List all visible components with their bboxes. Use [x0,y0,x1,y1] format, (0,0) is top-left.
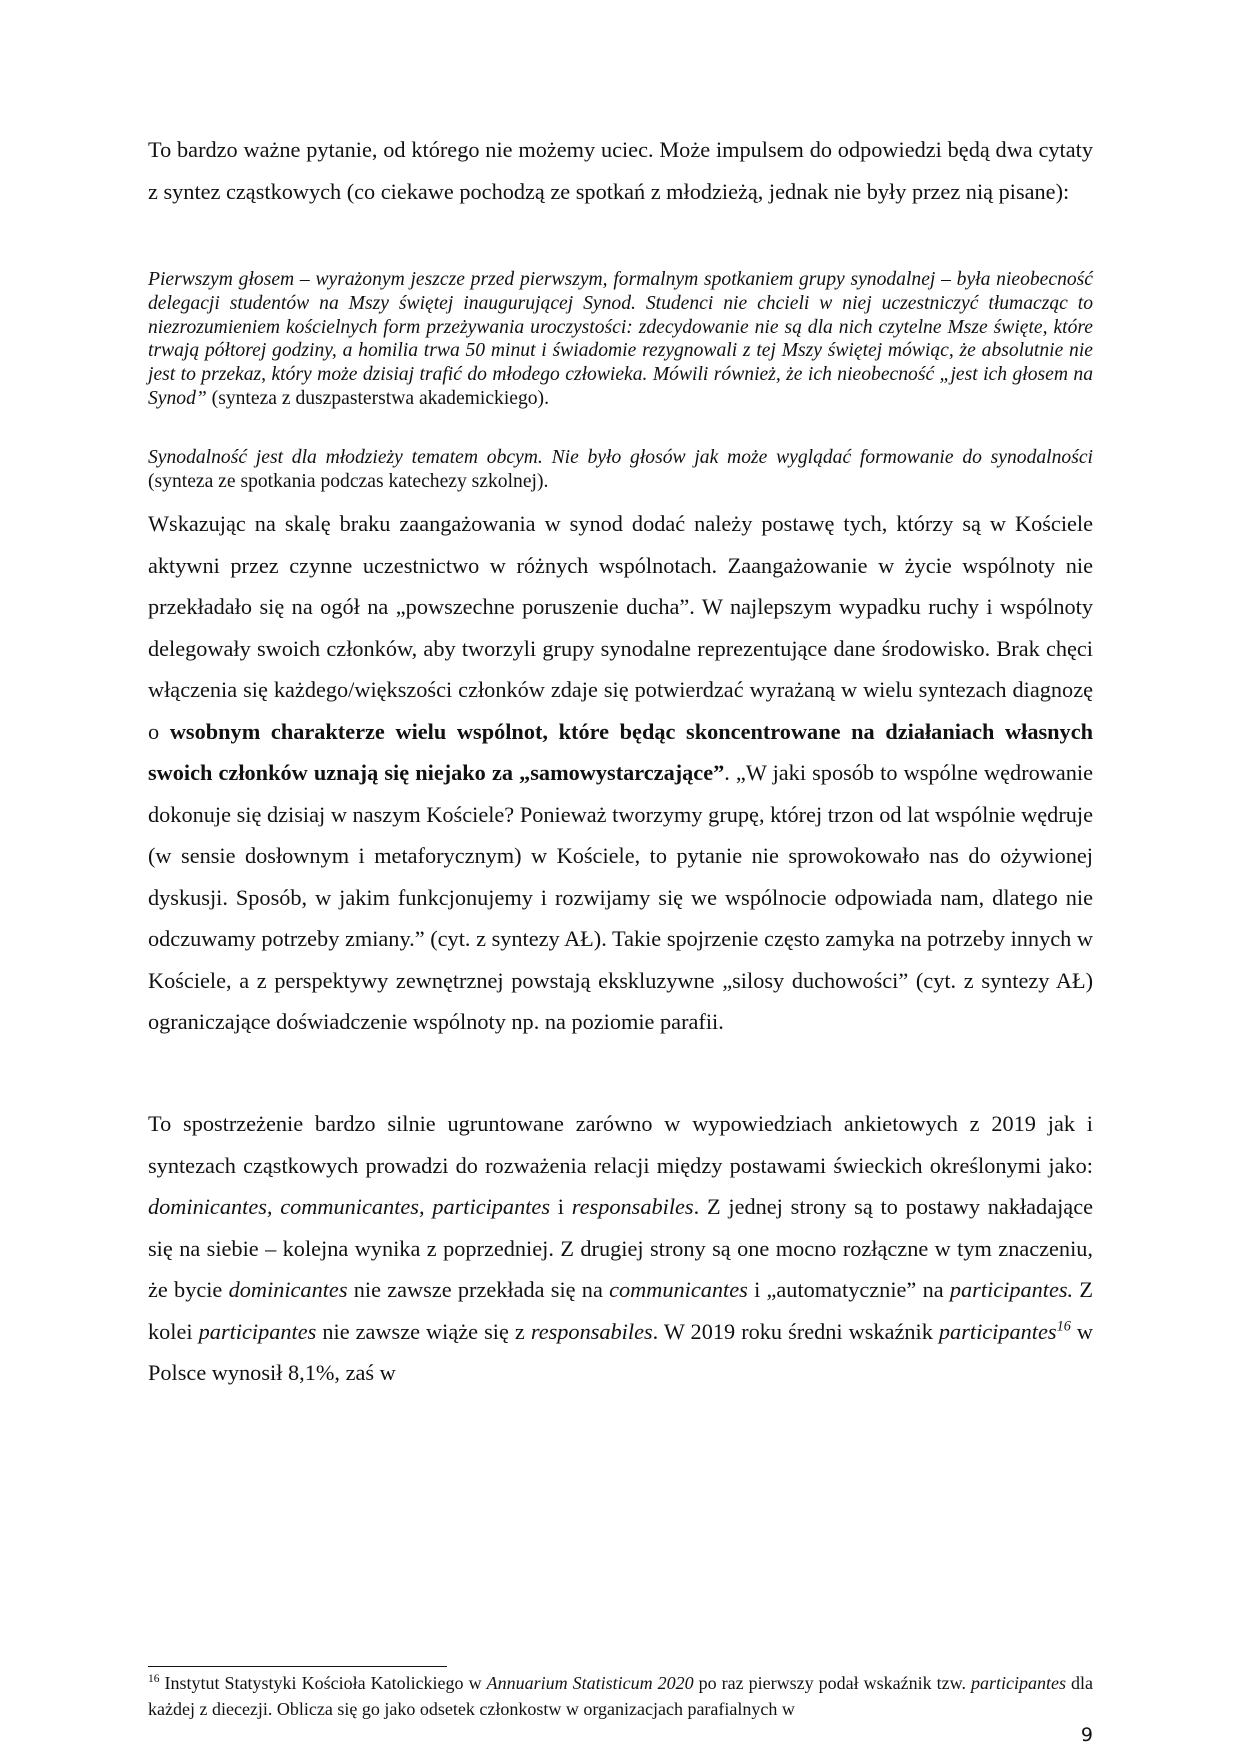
italic-term: participantes [938,1318,1057,1344]
paragraph-intro-text: To bardzo ważne pytanie, od którego nie możemy uciec. Może impulsem do odpowiedzi będą dwa cytaty z syntez cząstkowych (co ciekawe pochodzą ze spotkań z młodzieżą, jednak nie były przez nią pisane): [148,137,1093,204]
italic-term: participantes [198,1318,317,1344]
footnote-16 [148,1670,1093,1722]
quote-students [148,268,1093,411]
text-run: i „automatycznie” na [747,1277,950,1302]
italic-term: dominicantes, communicantes, participantes [148,1194,550,1219]
footnote-text: Instytut Statystyki Kościoła Katolickiego w [159,1673,487,1693]
italic-term: dominicantes [228,1277,348,1302]
italic-term: communicantes [609,1277,748,1302]
footnote-italic-title: Annuarium Statisticum 2020 [486,1673,694,1693]
footnote-number: 16 [148,1673,160,1685]
quote-students-text: Pierwszym głosem – wyrażonym jeszcze przed pierwszym, formalnym spotkaniem grupy synodalnej – była nieobecność delegacji studentów na Mszy świętej inaugurującej Synod. Studenci nie chcieli w niej uczestniczyć tłumacząc to niezrozumieniem kościelnych form przeżywania uroczystości: zdecydowanie nie są dla nich czytelne Msze święte, które trwają półtorej godziny, a homilia trwa 50 minut i świadomie rezygnowali z tej Mszy świętej mówiąc, że absolutnie nie jest to przekaz, który może dzisiaj trafić do młodego człowieka. Mówili również, że ich nieobecność „jest ich głosem na Synod” [148,269,1093,409]
text-run: Z kolei [148,1277,1093,1344]
quote-students-source: (synteza z duszpasterstwa akademickiego). [206,387,549,409]
text-run: To spostrzeżenie bardzo silnie ugruntowane zarówno w wypowiedziach ankietowych z 2019 jak i syntezach cząstkowych prowadzi do rozważenia relacji między postawami świeckich określonymi jako: [148,1111,1093,1178]
footnote-reference[interactable]: 16 [1056,1318,1071,1335]
italic-term: responsabiles [571,1194,694,1219]
italic-term: participantes. [949,1277,1074,1302]
paragraph-engagement-text-2: . „W jaki sposób to wspólne wędrowanie dokonuje się dzisiaj w naszym Kościele? Ponieważ tworzymy grupę, której trzon od lat wspólnie wędruje (w sensie dosłownym i metaforycznym) w Kościele, to pytanie nie sprowokowało nas do ożywionej dyskusji. Sposób, w jakim funkcjonujemy i rozwijamy się we wspólnocie odpowiada nam, dlatego nie odczuwamy potrzeby zmiany.” (cyt. z syntezy AŁ). Takie spojrzenie często zamyka na potrzeby innych w Kościele, a z perspektywy zewnętrznej powstają ekskluzywne „silosy duchowości” (cyt. z syntezy AŁ) ograniczające doświadczenie wspólnoty np. na poziomie parafii. [148,760,1094,1034]
footnote-text: po raz pierwszy podał wskaźnik tzw. [693,1673,971,1693]
paragraph-engagement-bold: wsobnym charakterze wielu wspólnot, które będąc skoncentrowane na działaniach własnych swoich członków uznają się niejako za „samowystarczające” [148,718,1093,785]
text-run: w Polsce wynosił 8,1%, zaś w [148,1318,1093,1385]
footnote-italic-term: participantes [971,1673,1066,1693]
paragraph-engagement [148,503,1093,1043]
quote-youth-source: (synteza ze spotkania podczas katechezy szkolnej). [148,470,549,492]
paragraph-intro [148,129,1093,212]
text-run: i [550,1194,572,1219]
italic-term: responsabiles [530,1318,653,1344]
paragraph-attitudes [148,1103,1093,1394]
footnote-divider [148,1666,447,1667]
text-run: nie zawsze przekłada się na [347,1277,610,1302]
quote-youth [148,446,1093,494]
paragraph-engagement-text: Wskazując na skalę braku zaangażowania w synod dodać należy postawę tych, którzy są w Kościele aktywni przez czynne uczestnictwo w różnych wspólnotach. Zaangażowanie w życie wspólnoty nie przekładało się na ogół na „powszechne poruszenie ducha”. W najlepszym wypadku ruchy i wspólnoty delegowały swoich członków, aby tworzyli grupy synodalne reprezentujące dane środowisko. Brak chęci włączenia się każdego/większości członków zdaje się potwierdzać wyrażaną w wielu syntezach diagnozę o [148,511,1093,744]
footnote-text: dla każdej z diecezji. Oblicza się go jako odsetek członkostw w organizacjach parafialnych w [148,1673,1094,1719]
quote-youth-text: Synodalność jest dla młodzieży tematem obcym. Nie było głosów jak może wyglądać formowanie do synodalności [148,447,1093,468]
page-number: 9 [1080,1724,1093,1746]
text-run: nie zawsze wiąże się z [316,1318,531,1344]
text-run: . W 2019 roku średni wskaźnik [652,1318,939,1344]
text-run: . Z jednej strony są to postawy nakładające się na siebie – kolejna wynika z poprzedniej. Z drugiej strony są one mocno rozłączne w tym znaczeniu, że bycie [148,1194,1093,1302]
